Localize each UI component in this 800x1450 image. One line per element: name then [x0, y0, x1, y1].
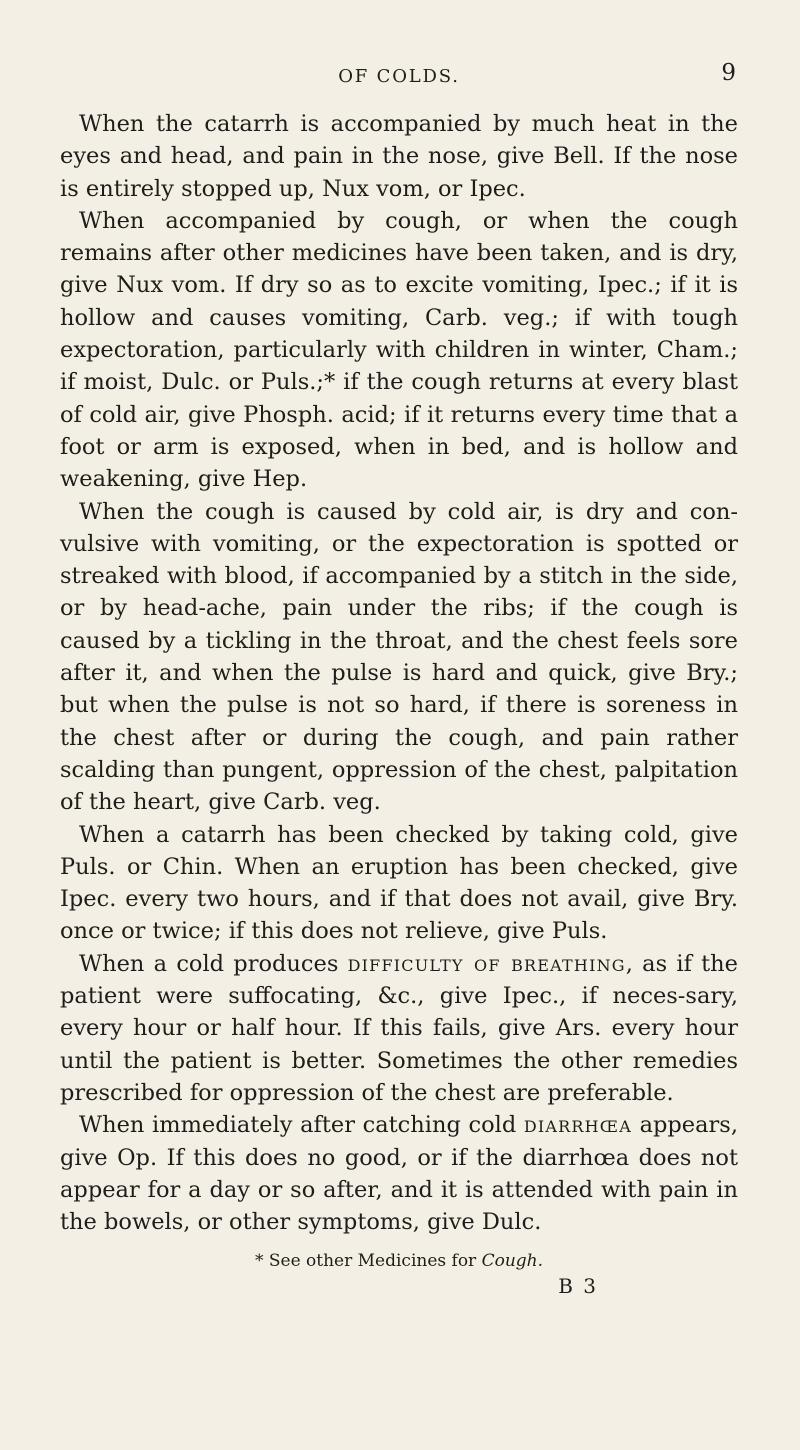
paragraph-text: appears, give Op. If this does no good, or if the diarrhœa does not appear for a day or so after, and it is attended with pain in the bowels, or other symptoms, give Dulc. [60, 1112, 738, 1236]
body-text [60, 108, 738, 1238]
footnote-text: * See other Medicines for [254, 1251, 482, 1272]
running-head [60, 56, 738, 92]
footnote-italic: Cough. [481, 1251, 544, 1272]
paragraph-cough-remedies: When accompanied by cough, or when the cough remains after other medicines have been taken, and is dry, give Nux vom. If dry so as to excite vomiting, Ipec.; if it is hollow and causes vomiting, Carb. veg.; if with tough expectoration, particularly with children in winter, Cham.; if moist, Dulc. or Puls.;* if the cough returns at every blast of cold air, give Phosph. acid; if it returns every time that a foot or arm is exposed, when in bed, and is hollow and weakening, give Hep. [60, 207, 738, 493]
paragraph-text: , as if the patient were suffocating, &c., give Ipec., if neces-sary, every hour or half hour. If this fails, give Ars. every hour until the patient is better. Sometimes the other remedies prescribed for oppression of the chest are preferable. [60, 950, 738, 1106]
running-title: OF COLDS. [338, 66, 460, 87]
footnote [60, 1250, 738, 1272]
paragraph-text: When immediately after catching cold [79, 1112, 524, 1139]
paragraph-checked-catarrh: When a catarrh has been checked by taking cold, give Puls. or Chin. When an eruption has been checked, give Ipec. every two hours, and if that does not avail, give Bry. once or twice; if this does not relieve, give Puls. [60, 821, 738, 945]
paragraph-dry-cough: When the cough is caused by cold air, is dry and con-vulsive with vomiting, or the expectoration is spotted or streaked with blood, if accompanied by a stitch in the side, or by head-ache, pain under the ribs; if the cough is caused by a tickling in the throat, and the chest feels sore after it, and when the pulse is hard and quick, give Bry.; but when the pulse is not so hard, if there is soreness in the chest after or during the cough, and pain rather scalding than pungent, oppression of the chest, palpitation of the heart, give Carb. veg. [60, 498, 738, 816]
paragraph-diarrhoea [60, 1109, 738, 1238]
small-caps-heading: diarrhœa [523, 1112, 632, 1139]
paragraph-nasal-catarrh: When the catarrh is accompanied by much heat in the eyes and head, and pain in the nose, give Bell. If the nose is entirely stopped up, Nux vom, or Ipec. [60, 111, 738, 202]
small-caps-heading: difficulty of breathing [347, 950, 626, 977]
paragraph-difficulty-breathing [60, 948, 738, 1109]
signature-mark: B 3 [558, 1274, 598, 1299]
paragraph-text: When a cold produces [79, 950, 348, 977]
page-number: 9 [721, 60, 736, 86]
